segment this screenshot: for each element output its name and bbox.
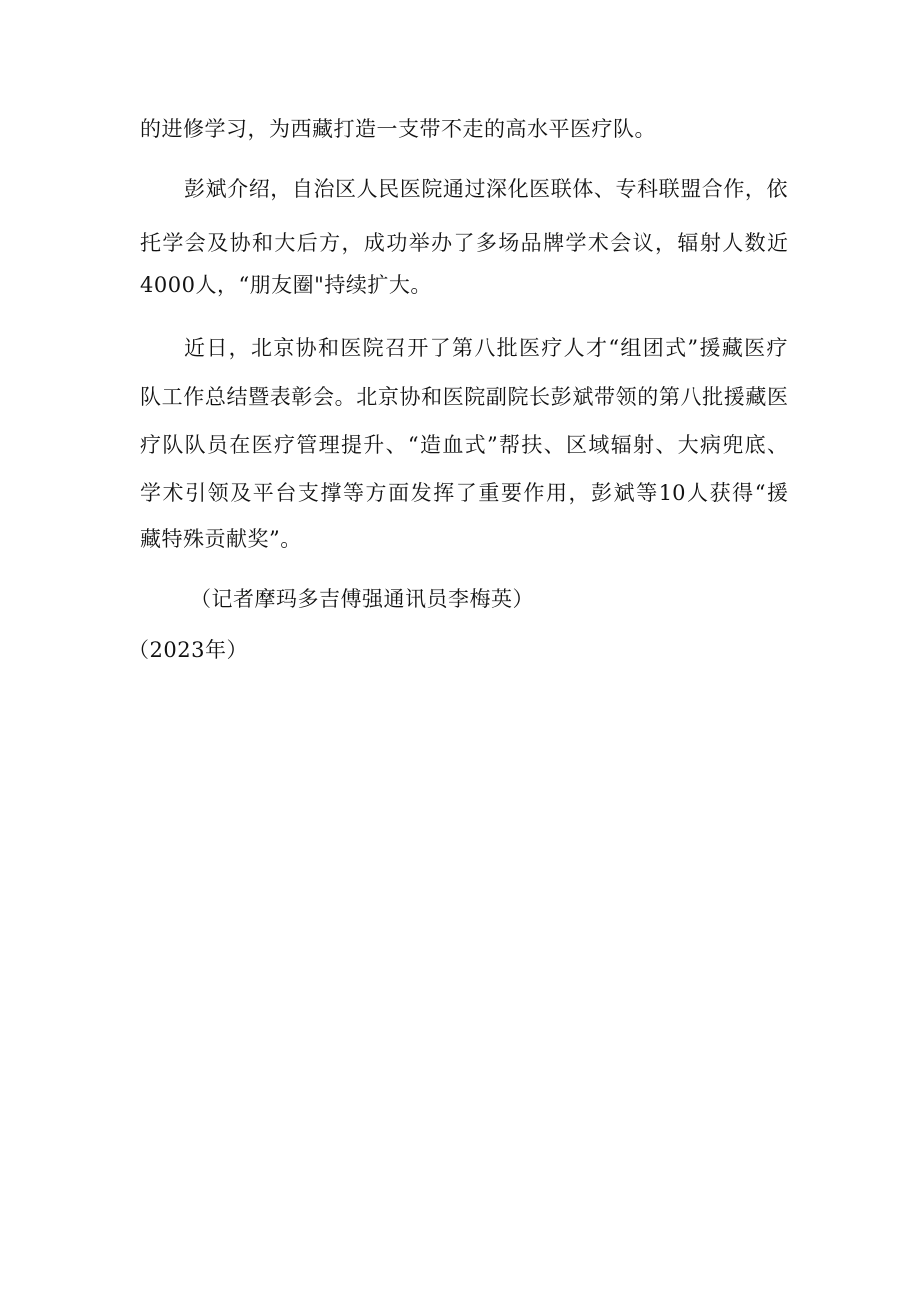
paragraph-3-line-3: 疗队队员在医疗管理提升、“造血式”帮扶、区域辐射、大病兜底、 xyxy=(140,433,788,457)
publication-year: （2023年） xyxy=(128,638,248,662)
paragraph-3-line-4: 学术引领及平台支撑等方面发挥了重要作用，彭斌等10人获得“援 xyxy=(140,481,788,505)
paragraph-3-line-5: 藏特殊贡献奖”。 xyxy=(140,527,302,551)
paragraph-2-line-2: 托学会及协和大后方，成功举办了多场品牌学术会议，辐射人数近 xyxy=(140,231,788,255)
paragraph-2-line-3: 4000人，“朋友圈"持续扩大。 xyxy=(140,273,432,297)
byline: （记者摩玛多吉傅强通讯员李梅英） xyxy=(190,587,534,611)
paragraph-1-line-1: 的进修学习，为西藏打造一支带不走的高水平医疗队。 xyxy=(140,117,656,141)
paragraph-2-line-1: 彭斌介绍，自治区人民医院通过深化医联体、专科联盟合作，依 xyxy=(184,177,788,201)
paragraph-3-line-2: 队工作总结暨表彰会。北京协和医院副院长彭斌带领的第八批援藏医 xyxy=(140,385,788,409)
paragraph-3-line-1: 近日，北京协和医院召开了第八批医疗人才“组团式”援藏医疗 xyxy=(184,336,788,360)
